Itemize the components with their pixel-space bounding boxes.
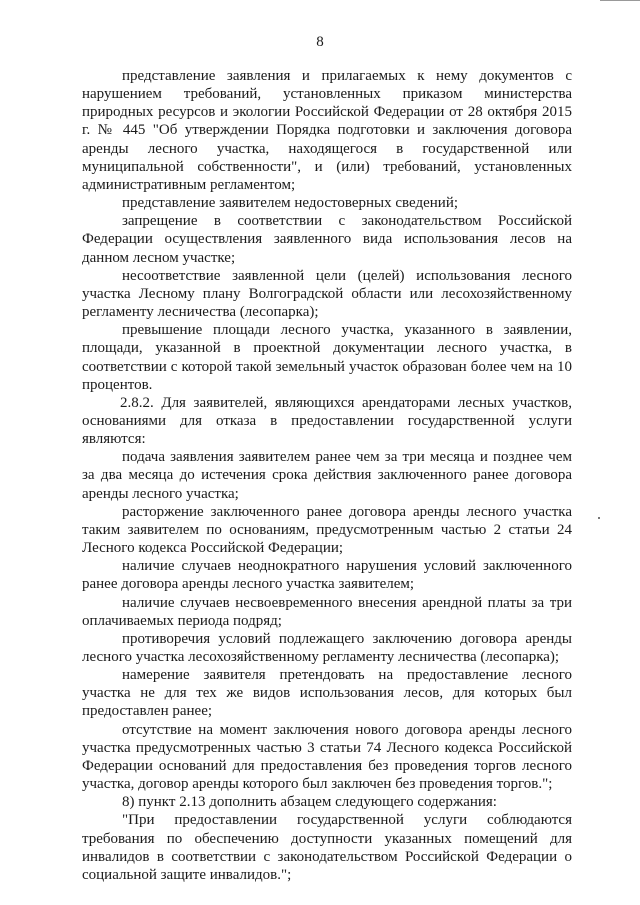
paragraph-different-use: намерение заявителя претендовать на предоставление лесного участка не для тех же видов использования лесов, для которых был предоставлен ранее; [82, 667, 572, 720]
scan-speck [598, 517, 600, 519]
page-number: 8 [316, 34, 324, 50]
paragraph-area-excess: превышение площади лесного участка, указанного в заявлении, площади, указанной в проектной документации лесного участка, в соответствии с которой такой земельный участок образован более чем на 10 процентов. [82, 322, 572, 393]
paragraph-repeated-violations: наличие случаев неоднократного нарушения условий заключенного ранее договора аренды лесного участка заявителем; [82, 558, 572, 593]
paragraph-termination: расторжение заключенного ранее договора аренды лесного участка таким заявителем по основаниям, предусмотренным частью 2 статьи 24 Лесного кодекса Российской Федерации; [82, 503, 572, 557]
paragraph-item-8: 8) пункт 2.13 дополнить абзацем следующего содержания: [122, 794, 497, 811]
paragraph-violation-requirements: представление заявления и прилагаемых к нему документов с нарушением требований, установленных приказом министерства природных ресурсов и экологии Российской Федерации от 28 октября 2015 г. № 445 "Об утверждении Порядка подготовки и заключения договора аренды лесного участка, находящегося в государственной или муниципальной собственности", и (или) требований, установленных административным регламентом; [82, 68, 572, 193]
paragraph-prohibition: запрещение в соответствии с законодательством Российской Федерации осуществления заявленного вида использования лесов на данном лесном участке; [82, 213, 572, 266]
paragraph-purpose-mismatch: несоответствие заявленной цели (целей) использования лесного участка Лесному плану Волгоградской области или лесохозяйственному регламенту лесничества (лесопарка); [82, 267, 572, 321]
paragraph-false-info: представление заявителем недостоверных сведений; [122, 195, 459, 212]
paragraph-late-payment: наличие случаев несвоевременного внесения арендной платы за три оплачиваемых периода подряд; [82, 594, 572, 629]
paragraph-accessibility-quote: "При предоставлении государственной услуги соблюдаются требования по обеспечению доступности указанных помещений для инвалидов в соответствии с законодательством Российской Федерации о социальной защите инвалидов."; [82, 812, 572, 883]
paragraph-no-grounds: отсутствие на момент заключения нового договора аренды лесного участка предусмотренных частью 3 статьи 74 Лесного кодекса Российской Федерации оснований для предоставления без проведения торгов лесного участка, договор аренды которого был заключен без проведения торгов."; [82, 721, 572, 793]
paragraph-2-8-2: 2.8.2. Для заявителей, являющихся арендаторами лесных участков, основаниями для отказа в предоставлении государственной услуги являются: [82, 394, 572, 448]
document-body [82, 67, 572, 884]
scan-edge-mark [600, 0, 640, 6]
paragraph-application-timing: подача заявления заявителем ранее чем за три месяца и позднее чем за два месяца до истечения срока действия заключенного ранее договора аренды лесного участка; [82, 449, 572, 502]
paragraph-contradiction: противоречия условий подлежащего заключению договора аренды лесного участка лесохозяйственному регламенту лесничества (лесопарка); [82, 630, 572, 665]
